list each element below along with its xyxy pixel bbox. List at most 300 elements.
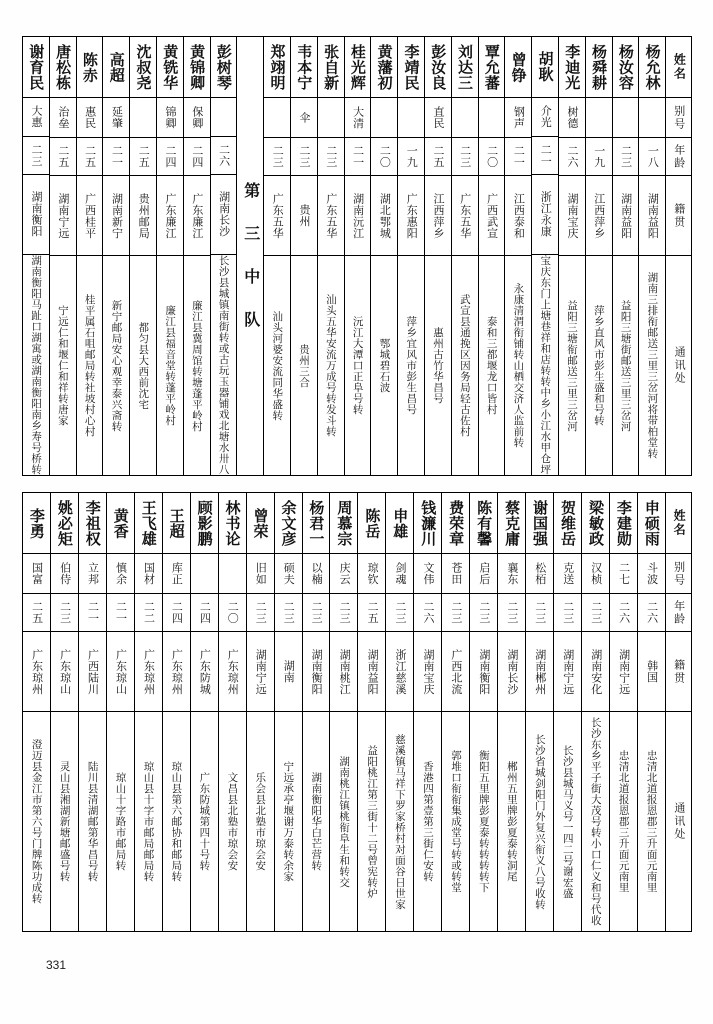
- entry-alias: [479, 97, 505, 137]
- entry-name: [442, 493, 469, 553]
- roster-entry-column: [162, 493, 190, 931]
- entry-address: [442, 711, 469, 931]
- entry-alias-text: 立邦: [86, 562, 100, 585]
- entry-age: [582, 593, 609, 631]
- entry-alias-text: 慎余: [114, 562, 128, 585]
- entry-age-text: 二五: [432, 145, 445, 168]
- entry-address-text: 益阳桃江第三街十二号曾宪转炉: [366, 744, 379, 899]
- entry-alias-text: 汉桢: [589, 562, 603, 585]
- entry-age: [130, 137, 156, 175]
- entry-alias-text: 苍田: [449, 562, 463, 585]
- entry-alias: [554, 553, 581, 593]
- entry-native-place-text: 湖南宁远: [617, 648, 631, 695]
- entry-name-text: 曾荣: [251, 507, 270, 539]
- entry-age-text: 二三: [561, 601, 575, 624]
- entry-native-place-text: 湖南新宁: [110, 192, 124, 239]
- entry-age: [639, 137, 665, 175]
- entry-native-place-text: 湖南宁远: [561, 648, 575, 695]
- entry-address: [211, 254, 237, 475]
- entry-native-place: [532, 174, 558, 253]
- roster-entry-column: [302, 493, 330, 931]
- entry-native-place-text: 湖南宝庆: [565, 192, 579, 239]
- entry-name: [219, 493, 246, 553]
- entry-address: [291, 255, 317, 475]
- entry-age-text: 二五: [56, 145, 70, 168]
- entry-address: [247, 711, 274, 931]
- roster-entry-column: [638, 37, 665, 475]
- roster-entry-column: [370, 37, 397, 475]
- entry-native-place-text: 广东五华: [458, 192, 472, 239]
- entry-age: [414, 593, 441, 631]
- entry-alias-text: 国材: [142, 562, 156, 585]
- entry-alias-text: 伯侍: [58, 562, 72, 585]
- roster-entry-column: [451, 37, 478, 475]
- roster-entry-column: [344, 37, 371, 475]
- entry-alias-text: 斗波: [645, 562, 659, 585]
- entry-native-place: [442, 631, 469, 711]
- entry-age-text: 二四: [170, 601, 184, 624]
- entry-alias: [442, 553, 469, 593]
- entry-alias-text: 惠民: [83, 106, 97, 129]
- roster-entry-column: [102, 37, 129, 475]
- entry-name-text: 曾铮: [509, 51, 528, 83]
- entry-address-text: 贵州三合: [298, 343, 311, 388]
- entry-native-place: [371, 175, 397, 255]
- entry-name-text: 申硕雨: [642, 499, 661, 547]
- entry-address-text: 琼山县十字市邮局邮局转: [142, 761, 155, 882]
- entry-alias: [398, 97, 424, 137]
- entry-name: [610, 493, 637, 553]
- entry-age-text: 二三: [310, 601, 324, 624]
- roster-entry-column: [504, 37, 531, 475]
- entry-address: [191, 711, 218, 931]
- entry-name-text: 余文彦: [279, 499, 298, 547]
- entry-name: [452, 37, 478, 97]
- header-age-text: 年龄: [672, 599, 686, 626]
- entry-native-place-text: 广东琼州: [30, 648, 44, 695]
- entry-name: [582, 493, 609, 553]
- entry-address: [330, 711, 357, 931]
- entry-age-text: 二一: [110, 145, 124, 168]
- entry-alias: [345, 97, 371, 137]
- entry-native-place-text: 浙江慈溪: [394, 648, 408, 695]
- entry-address: [498, 711, 525, 931]
- entry-age: [191, 593, 218, 631]
- roster-entry-column: [246, 493, 274, 931]
- entry-address: [275, 711, 302, 931]
- header-name: [666, 493, 691, 553]
- entry-age: [554, 593, 581, 631]
- entry-native-place: [470, 631, 497, 711]
- entry-alias: [470, 553, 497, 593]
- entry-alias: [498, 553, 525, 593]
- entry-name-text: 张自新: [322, 43, 341, 91]
- entry-name: [51, 493, 78, 553]
- entry-native-place-text: 湖南沅江: [351, 192, 365, 239]
- entry-address: [582, 711, 609, 931]
- roster-entry-column: [385, 493, 413, 931]
- entry-alias: [184, 97, 210, 137]
- entry-age-text: 二三: [324, 145, 338, 168]
- row-header-column: [665, 37, 691, 475]
- entry-address: [219, 711, 246, 931]
- entry-age-text: 二一: [512, 145, 526, 168]
- entry-age-text: 二三: [58, 601, 72, 624]
- entry-address: [79, 711, 106, 931]
- entry-alias: [613, 97, 639, 137]
- entry-name: [358, 493, 385, 553]
- roster-entry-column: [609, 493, 637, 931]
- entry-age-text: 一九: [592, 145, 606, 168]
- entry-name-text: 陈赤: [80, 51, 99, 83]
- entry-alias: [103, 97, 129, 137]
- entry-age-text: 二三: [505, 601, 519, 624]
- entry-native-place: [452, 175, 478, 255]
- entry-name-text: 姚必矩: [55, 499, 74, 547]
- group-label-text: 第 三 中 队: [241, 181, 261, 331]
- entry-name-text: 黄藩初: [375, 43, 394, 91]
- entry-native-place-text: 广东琼州: [226, 648, 240, 695]
- page-number: 331: [46, 958, 67, 972]
- entry-alias: [51, 553, 78, 593]
- entry-age-text: 二六: [565, 145, 579, 168]
- entry-address: [184, 255, 210, 475]
- entry-name: [247, 493, 274, 553]
- entry-name: [77, 37, 103, 97]
- entry-name-text: 王飞雄: [139, 499, 158, 547]
- entry-address-text: 长沙县城马义号一四二号谢宏盛: [561, 744, 574, 899]
- entry-age-text: 二六: [217, 144, 231, 168]
- entry-native-place-text: 广东琼山: [114, 648, 128, 695]
- entry-age: [211, 136, 237, 174]
- entry-address: [532, 254, 558, 475]
- entry-name-text: 覃允蕃: [482, 43, 501, 91]
- roster-entry-column: [274, 493, 302, 931]
- entry-name: [559, 37, 585, 97]
- entry-native-place-text: 湖南郴州: [533, 648, 547, 695]
- roster-entry-column: [441, 493, 469, 931]
- entry-age-text: 二四: [198, 601, 212, 624]
- entry-address-text: 湖南衡阳马趾口湖寓或湖南衡阳南乡寿号桥转: [30, 254, 43, 475]
- header-native-place-text: 籍贯: [672, 202, 686, 229]
- entry-native-place: [398, 175, 424, 255]
- entry-age: [398, 137, 424, 175]
- entry-native-place-text: 广西北流: [449, 648, 463, 695]
- entry-address-text: 益阳三塘衔邮送三里三岔河: [566, 299, 579, 432]
- entry-name-text: 李勇: [27, 507, 46, 539]
- entry-age-text: 二一: [114, 601, 128, 624]
- entry-age-text: 一九: [405, 145, 419, 168]
- entry-native-place: [275, 631, 302, 711]
- group-divider-column: [236, 37, 263, 475]
- entry-alias: [77, 97, 103, 137]
- entry-alias: [163, 553, 190, 593]
- entry-address-text: 慈溪镇马祥下罗家桥村对面谷日世家: [394, 733, 407, 910]
- roster-entry-column: [23, 493, 50, 931]
- entry-native-place-text: 广东琼州: [170, 648, 184, 695]
- entry-alias-text: 延肇: [110, 106, 124, 129]
- entry-native-place: [79, 631, 106, 711]
- entry-age: [442, 593, 469, 631]
- entry-age: [386, 593, 413, 631]
- roster-entry-column: [478, 37, 505, 475]
- roster-entry-column: [397, 37, 424, 475]
- entry-name: [330, 493, 357, 553]
- entry-age-text: 二三: [533, 601, 547, 624]
- entry-name: [639, 37, 665, 97]
- entry-native-place: [130, 175, 156, 255]
- entry-age: [77, 137, 103, 175]
- entry-alias-text: 以楠: [310, 562, 324, 585]
- roster-entry-column: [50, 493, 78, 931]
- entry-alias-text: 大惠: [30, 105, 44, 129]
- entry-age-text: 二三: [619, 145, 633, 168]
- entry-native-place: [77, 175, 103, 255]
- entry-alias: [23, 553, 50, 593]
- entry-native-place: [345, 175, 371, 255]
- entry-address: [51, 711, 78, 931]
- entry-age-text: 二三: [298, 145, 312, 168]
- roster-entry-column: [210, 37, 237, 475]
- entry-age-text: 二〇: [485, 145, 499, 168]
- entry-alias: [107, 553, 134, 593]
- entry-age: [51, 593, 78, 631]
- entry-age-text: 二〇: [378, 145, 392, 168]
- entry-native-place: [582, 631, 609, 711]
- entry-name-text: 顾影鹏: [195, 499, 214, 547]
- entry-alias: [291, 97, 317, 137]
- roster-entry-column: [23, 37, 49, 475]
- entry-address-text: 都匀县大西前沈宅: [137, 321, 150, 410]
- roster-entry-column: [183, 37, 210, 475]
- entry-address-text: 惠州古竹华昌号: [432, 327, 445, 404]
- entry-name: [470, 493, 497, 553]
- entry-native-place: [505, 175, 531, 255]
- entry-alias: [247, 553, 274, 593]
- entry-alias: [532, 97, 558, 137]
- entry-native-place-text: 湖南: [282, 660, 296, 683]
- entry-age: [247, 593, 274, 631]
- roster-table-bottom: [22, 492, 692, 932]
- entry-native-place: [23, 174, 49, 253]
- entry-age-text: 二四: [164, 145, 178, 168]
- entry-alias-text: 旧如: [254, 562, 268, 585]
- entry-address-text: 宝庆东门上塘巷祥和店转转中乡小江水甲仓坪: [539, 254, 552, 475]
- entry-native-place-text: 广东五华: [271, 192, 285, 239]
- entry-native-place-text: 湖南益阳: [646, 192, 660, 239]
- header-alias: [666, 553, 691, 593]
- entry-name: [532, 37, 558, 97]
- entry-name-text: 周慕宗: [335, 499, 354, 547]
- entry-native-place-text: 广东惠阳: [405, 192, 419, 239]
- entry-address-text: 郴州五里牌彭夏泰转洞尾: [505, 761, 518, 882]
- entry-native-place-text: 湖南长沙: [217, 191, 231, 238]
- entry-address: [610, 711, 637, 931]
- entry-name: [23, 493, 50, 553]
- entry-native-place-text: 湖南宁远: [56, 192, 70, 239]
- entry-name: [554, 493, 581, 553]
- entry-age: [345, 137, 371, 175]
- entry-address: [470, 711, 497, 931]
- entry-age: [318, 137, 344, 175]
- entry-age: [275, 593, 302, 631]
- entry-alias: [371, 97, 397, 137]
- entry-address: [559, 255, 585, 475]
- header-name-text: 姓名: [672, 53, 687, 81]
- entry-age: [505, 137, 531, 175]
- entry-alias: [414, 553, 441, 593]
- entry-native-place: [103, 175, 129, 255]
- entry-native-place: [163, 631, 190, 711]
- entry-alias: [219, 553, 246, 593]
- entry-alias: [130, 97, 156, 137]
- entry-alias: [505, 97, 531, 137]
- entry-address-text: 泰和三都堰龙口皆村: [485, 316, 498, 415]
- header-address: [666, 255, 691, 475]
- entry-age: [559, 137, 585, 175]
- entry-age: [291, 137, 317, 175]
- entry-native-place: [211, 174, 237, 253]
- entry-native-place: [638, 631, 665, 711]
- entry-name: [130, 37, 156, 97]
- entry-address: [554, 711, 581, 931]
- entry-age-text: 二三: [589, 601, 603, 624]
- entry-native-place: [559, 175, 585, 255]
- entry-name-text: 胡耿: [536, 51, 555, 83]
- entry-alias-text: 琼钦: [366, 562, 380, 585]
- entry-age-text: 二三: [394, 601, 408, 624]
- entry-address: [479, 255, 505, 475]
- entry-name-text: 梁敏政: [586, 499, 605, 547]
- entry-address: [318, 255, 344, 475]
- entry-alias: [452, 97, 478, 137]
- entry-alias: [318, 97, 344, 137]
- entry-alias: [330, 553, 357, 593]
- entry-native-place: [554, 631, 581, 711]
- entry-alias: [526, 553, 553, 593]
- entry-name-text: 杨君一: [307, 499, 326, 547]
- entry-alias-text: 大清: [351, 106, 365, 129]
- entry-name: [157, 37, 183, 97]
- header-name-text: 姓名: [672, 509, 687, 537]
- roster-entry-column: [317, 37, 344, 475]
- roster-entry-column: [558, 37, 585, 475]
- entry-name: [526, 493, 553, 553]
- entry-alias-text: 直民: [432, 106, 445, 129]
- roster-entry-column: [218, 493, 246, 931]
- entry-native-place: [414, 631, 441, 711]
- entry-name: [275, 493, 302, 553]
- entry-alias: [386, 553, 413, 593]
- entry-name-text: 杨允林: [643, 43, 662, 91]
- entry-age-text: 二五: [30, 601, 44, 624]
- roster-entry-column: [263, 37, 290, 475]
- entry-address-text: 琼山十字路市邮局转: [114, 772, 127, 871]
- entry-native-place: [303, 631, 330, 711]
- entry-name-text: 钱濂川: [419, 499, 438, 547]
- entry-age-text: 二五: [83, 145, 97, 168]
- entry-age-text: 二五: [366, 601, 380, 624]
- entry-native-place-text: 湖南宝庆: [421, 648, 435, 695]
- entry-address: [264, 255, 290, 475]
- roster-entry-column: [129, 37, 156, 475]
- entry-address: [77, 255, 103, 475]
- entry-native-place-text: 湖南衡阳: [477, 648, 491, 695]
- entry-age-text: 二三: [458, 145, 472, 168]
- roster-entry-column: [106, 493, 134, 931]
- entry-name-text: 费荣章: [447, 499, 466, 547]
- entry-native-place: [51, 631, 78, 711]
- entry-address: [345, 255, 371, 475]
- entry-age: [479, 137, 505, 175]
- entry-address-text: 长沙省城剑阳门外复兴衔义八号收转: [533, 733, 546, 910]
- entry-address-text: 灵山县湘湖新塘邮盛号转: [58, 761, 71, 882]
- roster-entry-column: [134, 493, 162, 931]
- entry-address: [130, 255, 156, 475]
- entry-age: [184, 137, 210, 175]
- entry-name-text: 陈岳: [363, 507, 382, 539]
- entry-alias-text: 国富: [30, 562, 44, 585]
- entry-address-text: 萍乡宜风市彭生昌号: [405, 316, 418, 415]
- entry-age-text: 一八: [646, 145, 660, 168]
- entry-native-place: [479, 175, 505, 255]
- entry-address: [163, 711, 190, 931]
- entry-address-text: 廉江县福音堂转蓬平岭村: [164, 305, 177, 426]
- entry-name: [135, 493, 162, 553]
- entry-alias: [638, 553, 665, 593]
- entry-address: [398, 255, 424, 475]
- entry-name-text: 郑翊明: [268, 43, 287, 91]
- entry-name: [50, 37, 76, 97]
- entry-address-text: 宁远承亭堰谢万泰转余家: [282, 761, 295, 882]
- entry-alias-text: 剑魂: [394, 562, 408, 585]
- entry-age: [103, 137, 129, 175]
- entry-age-text: 二四: [190, 145, 204, 168]
- entry-address-text: 武宣县通挽区因务局轻古佐村: [458, 294, 471, 437]
- entry-name-text: 韦本宁: [295, 43, 314, 91]
- entry-alias: [303, 553, 330, 593]
- entry-name: [586, 37, 612, 97]
- entry-name: [345, 37, 371, 97]
- roster-entry-column: [76, 37, 103, 475]
- entry-alias-text: 庆云: [338, 562, 352, 585]
- roster-entry-column: [190, 493, 218, 931]
- entry-alias: [610, 553, 637, 593]
- entry-native-place: [526, 631, 553, 711]
- entry-address-text: 长沙县城镇南街转或古玩玉器铺戏北塘水卅八: [217, 254, 230, 475]
- entry-name: [211, 37, 237, 97]
- entry-address-text: 衡阳五里牌彭夏泰转转转转下: [477, 750, 490, 893]
- entry-name-text: 黄香: [111, 507, 130, 539]
- entry-native-place-text: 贵州: [298, 204, 312, 227]
- entry-native-place: [50, 175, 76, 255]
- entry-name: [371, 37, 397, 97]
- group-label: [237, 37, 263, 475]
- entry-address-text: 湖南三排衔邮送三里三岔河将带柏堂转: [646, 272, 659, 459]
- header-native-place-text: 籍贯: [672, 658, 686, 685]
- entry-address-text: 忠清北道报恩郡三升面元南里: [617, 750, 630, 893]
- entry-native-place: [613, 175, 639, 255]
- entry-name: [318, 37, 344, 97]
- entry-address-text: 长沙东乡平子街大茂号转小口仁义和号代收: [589, 717, 602, 926]
- entry-age: [23, 593, 50, 631]
- header-name: [666, 37, 691, 97]
- entry-name: [498, 493, 525, 553]
- entry-age: [219, 593, 246, 631]
- header-alias-text: 别号: [672, 104, 686, 131]
- entry-address: [135, 711, 162, 931]
- entry-address-text: 鄂城碧石波: [378, 338, 391, 393]
